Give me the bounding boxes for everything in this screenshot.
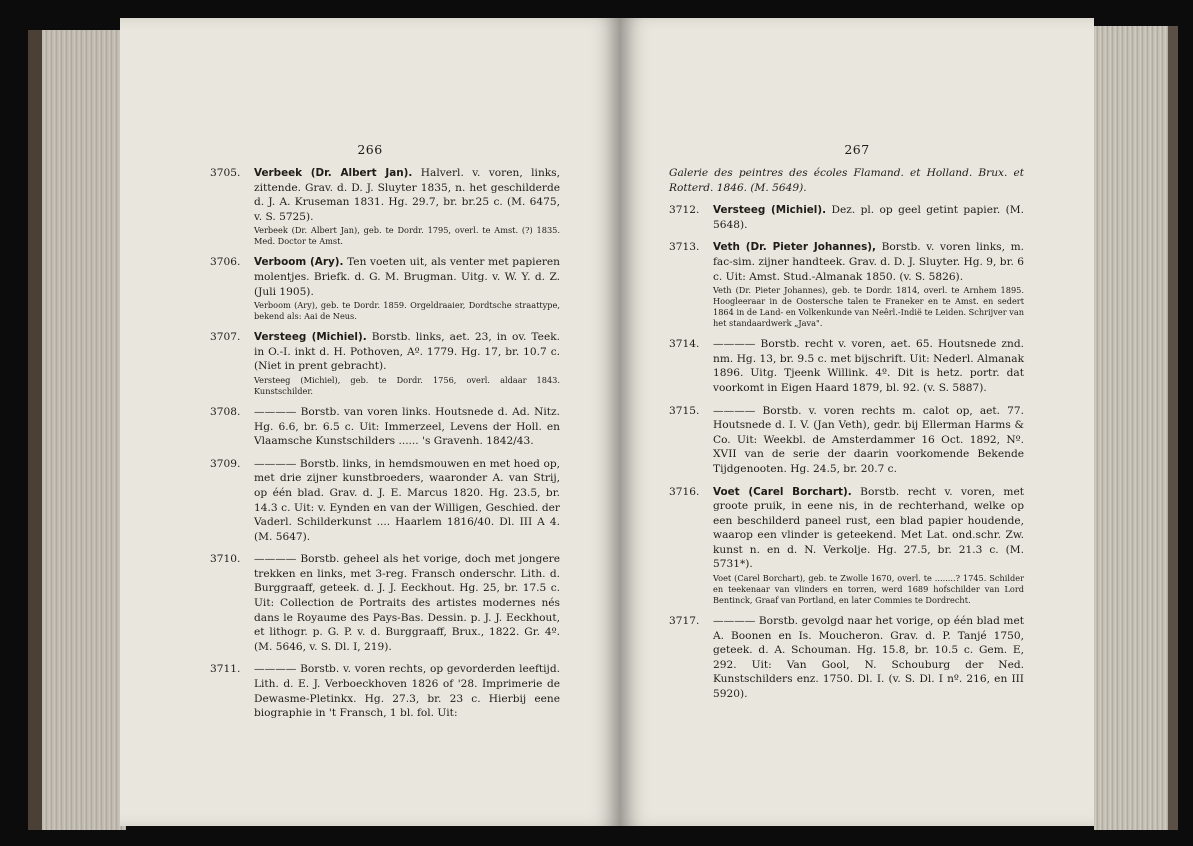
catalog-entry (210, 166, 560, 247)
entry-text: Dez. pl. op geel getint papier. (M. 5648). (713, 204, 1024, 231)
entry-name: Verbeek (Dr. Albert Jan). (254, 167, 413, 179)
page-number-left: 266 (357, 142, 383, 157)
entry-note: Verbeek (Dr. Albert Jan), geb. te Dordr. 1795, overl. te Amst. (?) 1835. Med. Doctor te Amst. (254, 225, 560, 247)
left-column (210, 166, 560, 729)
catalog-entry (669, 485, 1024, 607)
entry-number: 3710. (210, 553, 241, 566)
entry-number: 3707. (210, 331, 241, 344)
entry-text: ———— Borstb. gevolgd naar het vorige, op één blad met A. Boonen en Is. Moucheron. Grav. d. P. Tanjé 1750, geteek. d. A. Schouman. Hg. 15.8, br. 10.5 c. Gem. E, 292. Uit: Van Gool, N. Schouburg der Ned. Kunstschilders enz. 1750. Dl. I. (v. S. Dl. I nº. 216, en III 5920). (713, 615, 1024, 701)
catalog-entry (210, 405, 560, 449)
catalog-entry (210, 330, 560, 397)
entry-text: ———— Borstb. v. voren rechts m. calot op, aet. 77. Houtsnede d. I. V. (Jan Veth), gedr. bij Ellerman Harms & Co. Uit: Weekbl. de Amsterdammer 16 Oct. 1892, Nº. XVII van de serie der daarin voorkomende Bekende Tijdgenooten. Hg. 24.5, br. 20.7 c. (713, 404, 1024, 475)
page-edges-right (1094, 26, 1178, 830)
catalog-entry (210, 552, 560, 654)
right-column (669, 166, 1024, 710)
catalog-entry (210, 255, 560, 322)
entry-text: ———— Borstb. geheel als het vorige, doch met jongere trekken en links, met 3-reg. Fransch onderschr. Lith. d. Burggraaff, geteek. d. J. J. Eeckhout. Hg. 25, br. 17.5 c. Uit: Collection de Portraits des artistes modernes nés dans le Royaume des Pays-Bas. Dessin. p. J. J. Eeckhout, et lithogr. p. G. P. v. d. Burggraaff, Brux., 1822. Gr. 4º. (M. 5646, v. S. Dl. I, 219). (254, 553, 560, 653)
catalog-entry (669, 404, 1024, 477)
entry-text: ———— Borstb. links, in hemdsmouwen en met hoed op, met drie zijner kunstbroeders, waaronder A. van Strij, op één blad. Grav. d. J. E. Marcus 1820. Hg. 23.5, br. 14.3 c. Uit: v. Eynden en van der Willigen, Geschied. der Vaderl. Schilderkunst .... Haarlem 1816/40. Dl. III A 4. (M. 5647). (254, 457, 560, 543)
entry-number: 3714. (669, 338, 700, 351)
catalog-entry (669, 203, 1024, 232)
entry-name: Versteeg (Michiel). (254, 331, 367, 344)
entry-number: 3709. (210, 457, 241, 470)
entry-name: Voet (Carel Borchart). (713, 485, 852, 498)
entry-note: Verboom (Ary), geb. te Dordr. 1859. Orgeldraaier, Dordtsche straattype, bekend als: Aai de Neus. (254, 300, 560, 322)
entry-number: 3716. (669, 485, 700, 498)
entry-number: 3706. (210, 256, 241, 269)
entry-name: Versteeg (Michiel). (713, 204, 827, 217)
page-number-right: 267 (844, 142, 870, 157)
page-edges-left (28, 30, 126, 830)
right-page (620, 18, 1094, 826)
entry-text: Borstb. v. voren links, m. fac-sim. zijner handteek. Grav. d. D. J. Sluyter. Hg. 9, br. 6 c. Uit: Amst. Stud.-Almanak 1850. (v. S. 5826). (713, 241, 1024, 283)
entry-text: Ten voeten uit, als venter met papieren molentjes. Briefk. d. G. M. Brugman. Uitg. v. W. Y. d. Z. (Juli 1905). (254, 256, 560, 298)
entry-note: Versteeg (Michiel), geb. te Dordr. 1756, overl. aldaar 1843. Kunstschilder. (254, 374, 560, 396)
entry-number: 3712. (669, 204, 700, 217)
entry-text: ———— Borstb. v. voren rechts, op gevorderden leeftijd. Lith. d. E. J. Verboeckhoven 1826 of '28. Imprimerie de Dewasme-Pletinkx. Hg. 27.3, br. 23 c. Hierbij eene biographie in 't Fransch, 1 bl. fol. Uit: (254, 663, 560, 720)
entry-number: 3708. (210, 405, 241, 418)
entry-text: Borstb. links, aet. 23, in ov. Teek. in O.-I. inkt d. H. Pothoven, Aº. 1779. Hg. 17, br. 10.7 c. (Niet in prent gebracht). (254, 331, 560, 373)
catalog-entry (669, 614, 1024, 702)
catalog-entry (669, 337, 1024, 395)
entry-number: 3717. (669, 615, 700, 628)
left-page (120, 18, 620, 826)
entry-number: 3711. (210, 663, 241, 676)
catalog-entry (210, 457, 560, 545)
catalog-entry (210, 662, 560, 720)
entry-note: Voet (Carel Borchart), geb. te Zwolle 1670, overl. te ........? 1745. Schilder en teekenaar van vlinders en torren, werd 1689 hofschilder van Lord Bentinck, Graaf van Portland, en later Commies te Dordrecht. (713, 573, 1024, 606)
entry-text: ———— Borstb. recht v. voren, aet. 65. Houtsnede znd. nm. Hg. 13, br. 9.5 c. met bijschrift. Uit: Nederl. Almanak 1896. Uitg. Tjeenk Willink. 4º. Dit is hetz. portr. dat voorkomt in Eigen Haard 1879, bl. 92. (v. S. 5887). (713, 338, 1024, 394)
entry-note: Veth (Dr. Pieter Johannes), geb. te Dordr. 1814, overl. te Arnhem 1895. Hoogleeraar in de Oostersche talen te Franeker en te Amst. en sedert 1864 in de Land- en Volkenkunde van Neêrl.-Indië te Leiden. Schrijver van het standaardwerk „Java". (713, 285, 1024, 329)
entry-number: 3713. (669, 241, 700, 254)
entry-text: Borstb. recht v. voren, met groote pruik, in eene nis, in de rechterhand, welke op een beschilderd paneel rust, een blad papier houdende, waarop een vlinder is geteekend. Met Lat. ond.schr. Zw. kunst n. en d. N. Verkolje. Hg. 27.5, br. 21.3 c. (M. 5731*). (713, 485, 1024, 571)
entry-name: Veth (Dr. Pieter Johannes), (713, 241, 876, 254)
open-book (28, 12, 1178, 834)
entry-number: 3705. (210, 167, 241, 179)
entry-number: 3715. (669, 404, 700, 417)
entry-text: ———— Borstb. van voren links. Houtsnede d. Ad. Nitz. Hg. 6.6, br. 6.5 c. Uit: Immerzeel, Levens der Holl. en Vlaamsche Kunstschilders ...... 's Gravenh. 1842/43. (254, 405, 560, 448)
entry-name: Verboom (Ary). (254, 256, 344, 269)
catalog-entry (669, 240, 1024, 329)
entry-text: Halverl. v. voren, links, zittende. Grav. d. D. J. Sluyter 1835, n. het geschilderde d. J. A. Kruseman 1831. Hg. 29.7, br. br.25 c. (M. 6475, v. S. 5725). (254, 167, 560, 223)
continuation-text: Galerie des peintres des écoles Flamand. et Holland. Brux. et Rotterd. 1846. (M. 5649). (669, 167, 1024, 194)
